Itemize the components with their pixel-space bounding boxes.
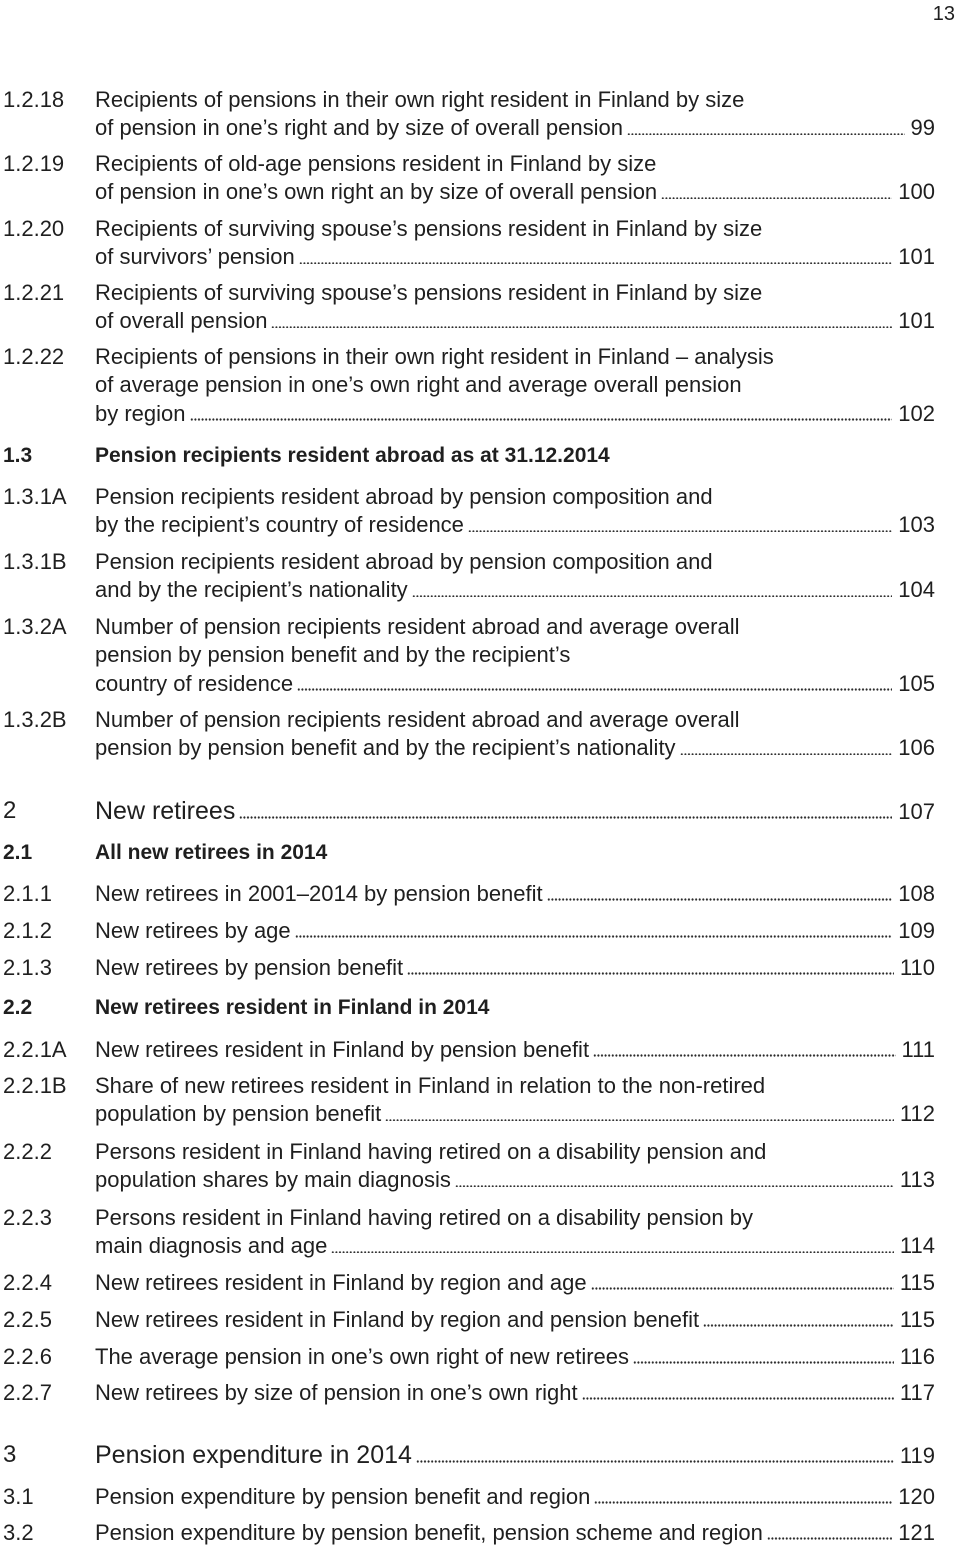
- toc-last-line: [95, 1232, 935, 1261]
- toc-last-line: [95, 243, 935, 272]
- dot-leader: [547, 898, 893, 901]
- toc-entry-number: 2.1.1: [3, 880, 52, 906]
- toc-entry-title-line: pension by pension benefit and by the recipient’s: [95, 642, 571, 668]
- dot-leader: [633, 1361, 894, 1364]
- toc-section-title: All new retirees in 2014: [95, 841, 328, 864]
- toc-page-number: 101: [898, 244, 935, 270]
- toc-section-number: 2.1: [3, 841, 33, 864]
- toc-page-number: 115: [899, 1269, 935, 1295]
- toc-title-text: and by the recipient’s nationality: [95, 577, 408, 603]
- toc-last-line: [95, 1306, 935, 1335]
- dot-leader: [680, 753, 893, 756]
- toc-entry-title-line: of average pension in one’s own right and average overall pension: [95, 372, 742, 398]
- toc-entry-text: [95, 1036, 935, 1065]
- toc-last-line: [95, 670, 935, 699]
- toc-entry-number: 3.2: [3, 1519, 34, 1545]
- dot-leader: [239, 816, 892, 819]
- toc-entry-number: 1.3.1A: [3, 483, 67, 509]
- toc-entry-text: [95, 1483, 935, 1512]
- toc-entry-text: [95, 1269, 935, 1298]
- toc-last-line: [95, 880, 935, 909]
- toc-title-text: Pension expenditure by pension benefit and region: [95, 1483, 591, 1509]
- dot-leader: [412, 595, 893, 598]
- toc-entry-text: [95, 613, 935, 699]
- toc-last-line: [95, 1343, 935, 1372]
- toc-entry-number: 2.2.4: [3, 1269, 52, 1295]
- toc-entry-text: [95, 917, 935, 946]
- toc-title-text: New retirees by pension benefit: [95, 954, 404, 980]
- toc-entry-number: 1.3.1B: [3, 548, 67, 574]
- dot-leader: [703, 1324, 894, 1327]
- toc-last-line: [95, 917, 935, 946]
- toc-title-text: by region: [95, 400, 186, 426]
- toc-title-text: main diagnosis and age: [95, 1233, 328, 1259]
- toc-title-text: population shares by main diagnosis: [95, 1167, 451, 1193]
- toc-page-number: 110: [899, 954, 935, 980]
- toc-page-number: 99: [910, 115, 935, 141]
- toc-title-text: New retirees resident in Finland by region and pension benefit: [95, 1306, 700, 1332]
- toc-entry-number: 1.3.2A: [3, 613, 67, 639]
- toc-entry-text: [95, 548, 935, 605]
- toc-last-line: [95, 1269, 935, 1298]
- toc-chapter-number: 2: [3, 797, 17, 824]
- toc-section-title: New retirees resident in Finland in 2014: [95, 996, 490, 1019]
- toc-page-number: 111: [901, 1036, 935, 1062]
- toc-entry-number: 2.1.3: [3, 954, 52, 980]
- toc-entry-number: 2.2.7: [3, 1379, 52, 1405]
- dot-leader: [299, 262, 893, 265]
- toc-entry-text: [95, 1379, 935, 1408]
- toc-entry-number: 1.2.20: [3, 215, 65, 241]
- toc-entry-title-line: Number of pension recipients resident abroad and average overall: [95, 613, 740, 639]
- dot-leader: [582, 1397, 894, 1400]
- dot-leader: [295, 935, 893, 938]
- toc-last-line: [95, 734, 935, 763]
- toc-entry-number: 2.2.2: [3, 1138, 52, 1164]
- toc-entry-title-line: Pension recipients resident abroad by pension composition and: [95, 483, 713, 509]
- toc-title-text: Pension expenditure by pension benefit, pension scheme and region: [95, 1519, 763, 1545]
- toc-page-number: 100: [898, 179, 935, 205]
- toc-page-number: 108: [898, 880, 935, 906]
- toc-entry-title-line: Recipients of old-age pensions resident in Finland by size: [95, 150, 657, 176]
- toc-title-text: New retirees: [95, 797, 236, 825]
- toc-page-number: 112: [899, 1101, 935, 1127]
- toc-entry-text: [95, 706, 935, 763]
- toc-last-line: [95, 511, 935, 540]
- toc-section-text: [95, 839, 935, 867]
- toc-title-text: New retirees resident in Finland by pension benefit: [95, 1036, 590, 1062]
- toc-entry-text: [95, 1343, 935, 1372]
- toc-entry-title-line: Persons resident in Finland having retired on a disability pension and: [95, 1138, 767, 1164]
- toc-entry-title-line: Recipients of pensions in their own right resident in Finland – analysis: [95, 343, 774, 369]
- dot-leader: [661, 197, 892, 200]
- toc-page-number: 114: [899, 1233, 935, 1259]
- toc-entry-title-line: Persons resident in Finland having retired on a disability pension by: [95, 1204, 753, 1230]
- toc-last-line: [95, 795, 935, 827]
- toc-entry-number: 1.2.19: [3, 150, 65, 176]
- toc-section-text: [95, 994, 935, 1022]
- toc-entry-title-line: Share of new retirees resident in Finland in relation to the non-retired: [95, 1072, 766, 1098]
- toc-page-number: 113: [899, 1167, 935, 1193]
- toc-title-text: The average pension in one’s own right of new retirees: [95, 1343, 630, 1369]
- toc-page-number: 121: [898, 1519, 935, 1545]
- toc-title-text: of survivors’ pension: [95, 244, 295, 270]
- dot-leader: [271, 326, 892, 329]
- toc-title-text: by the recipient’s country of residence: [95, 512, 464, 538]
- toc-page-number: 117: [899, 1379, 935, 1405]
- toc-page-number: 109: [898, 917, 935, 943]
- toc-page-number: 105: [898, 670, 935, 696]
- toc-last-line: [95, 400, 935, 429]
- toc-entry-number: 2.2.6: [3, 1343, 52, 1369]
- toc-last-line: [95, 1036, 935, 1065]
- toc-title-text: of pension in one’s own right an by size of overall pension: [95, 179, 658, 205]
- toc-title-text: New retirees by size of pension in one’s own right: [95, 1379, 578, 1405]
- toc-last-line: [95, 954, 935, 983]
- toc-title-text: New retirees in 2001–2014 by pension benefit: [95, 880, 543, 906]
- dot-leader: [455, 1185, 894, 1188]
- toc-last-line: [95, 1166, 935, 1195]
- toc-entry-number: 3.1: [3, 1483, 34, 1509]
- toc-entry-number: 1.2.18: [3, 86, 65, 112]
- toc-last-line: [95, 1483, 935, 1512]
- toc-entry-number: 1.3.2B: [3, 706, 67, 732]
- toc-title-text: pension by pension benefit and by the recipient’s nationality: [95, 735, 676, 761]
- toc-page-number: 115: [899, 1306, 935, 1332]
- dot-leader: [190, 418, 893, 421]
- toc-entry-text: [95, 343, 935, 429]
- toc-entry-number: 2.1.2: [3, 917, 52, 943]
- dot-leader: [591, 1287, 894, 1290]
- toc-entry-number: 2.2.5: [3, 1306, 52, 1332]
- toc-page-number: 106: [898, 735, 935, 761]
- toc-title-text: Pension expenditure in 2014: [95, 1441, 412, 1469]
- toc-title-text: of pension in one’s right and by size of overall pension: [95, 115, 623, 141]
- toc-last-line: [95, 114, 935, 143]
- toc-entry-text: [95, 954, 935, 983]
- toc-section-text: [95, 442, 935, 470]
- dot-leader: [594, 1501, 892, 1504]
- toc-last-line: [95, 307, 935, 336]
- toc-entry-text: [95, 86, 935, 143]
- dot-leader: [416, 1460, 894, 1463]
- toc-chapter-text: [95, 1439, 935, 1471]
- toc-title-text: New retirees by age: [95, 917, 291, 943]
- toc-last-line: [95, 1519, 935, 1548]
- toc-entry-text: [95, 1306, 935, 1335]
- toc-entry-number: 2.2.1A: [3, 1036, 67, 1062]
- toc-entry-number: 2.2.1B: [3, 1072, 67, 1098]
- toc-last-line: [95, 1379, 935, 1408]
- toc-entry-title-line: Pension recipients resident abroad by pension composition and: [95, 548, 713, 574]
- dot-leader: [385, 1119, 894, 1122]
- toc-page-number: 102: [898, 400, 935, 426]
- toc-chapter-text: [95, 795, 935, 827]
- toc-entry-text: [95, 1072, 935, 1129]
- toc-entry-text: [95, 215, 935, 272]
- toc-entry-number: 1.2.22: [3, 343, 65, 369]
- toc-page-number: 116: [899, 1343, 935, 1369]
- toc-entry-title-line: Number of pension recipients resident abroad and average overall: [95, 706, 740, 732]
- toc-title-text: of overall pension: [95, 308, 268, 334]
- toc-last-line: [95, 178, 935, 207]
- toc-title-text: country of residence: [95, 670, 294, 696]
- toc-entry-text: [95, 880, 935, 909]
- toc-last-line: [95, 576, 935, 605]
- toc-entry-number: 2.2.3: [3, 1204, 52, 1230]
- dot-leader: [593, 1054, 895, 1057]
- dot-leader: [468, 530, 892, 533]
- dot-leader: [407, 972, 894, 975]
- dot-leader: [331, 1251, 894, 1254]
- toc-last-line: [95, 1100, 935, 1129]
- toc-page-number: 103: [898, 512, 935, 538]
- toc-page-number: 101: [898, 308, 935, 334]
- toc-entry-title-line: Recipients of surviving spouse’s pensions resident in Finland by size: [95, 279, 763, 305]
- page-number: 13: [932, 3, 955, 25]
- toc-entry-title-line: Recipients of pensions in their own right resident in Finland by size: [95, 86, 745, 112]
- toc-last-line: [95, 1439, 935, 1471]
- toc-page-number: 119: [899, 1443, 935, 1468]
- toc-section-number: 2.2: [3, 996, 33, 1019]
- toc-page-number: 120: [898, 1483, 935, 1509]
- toc-entry-text: [95, 483, 935, 540]
- toc-entry-text: [95, 150, 935, 207]
- toc-entry-text: [95, 279, 935, 336]
- toc-title-text: New retirees resident in Finland by region and age: [95, 1269, 587, 1295]
- toc-entry-text: [95, 1519, 935, 1548]
- toc-entry-text: [95, 1138, 935, 1195]
- toc-entry-title-line: Recipients of surviving spouse’s pensions resident in Finland by size: [95, 215, 763, 241]
- toc-entry-text: [95, 1204, 935, 1261]
- dot-leader: [627, 133, 905, 136]
- dot-leader: [767, 1537, 892, 1540]
- toc-title-text: population by pension benefit: [95, 1101, 382, 1127]
- toc-section-title: Pension recipients resident abroad as at 31.12.2014: [95, 444, 610, 467]
- toc-entry-number: 1.2.21: [3, 279, 65, 305]
- toc-page-number: 107: [898, 799, 935, 824]
- dot-leader: [297, 688, 892, 691]
- toc-section-number: 1.3: [3, 444, 33, 467]
- toc-page-number: 104: [898, 577, 935, 603]
- toc-chapter-number: 3: [3, 1441, 17, 1468]
